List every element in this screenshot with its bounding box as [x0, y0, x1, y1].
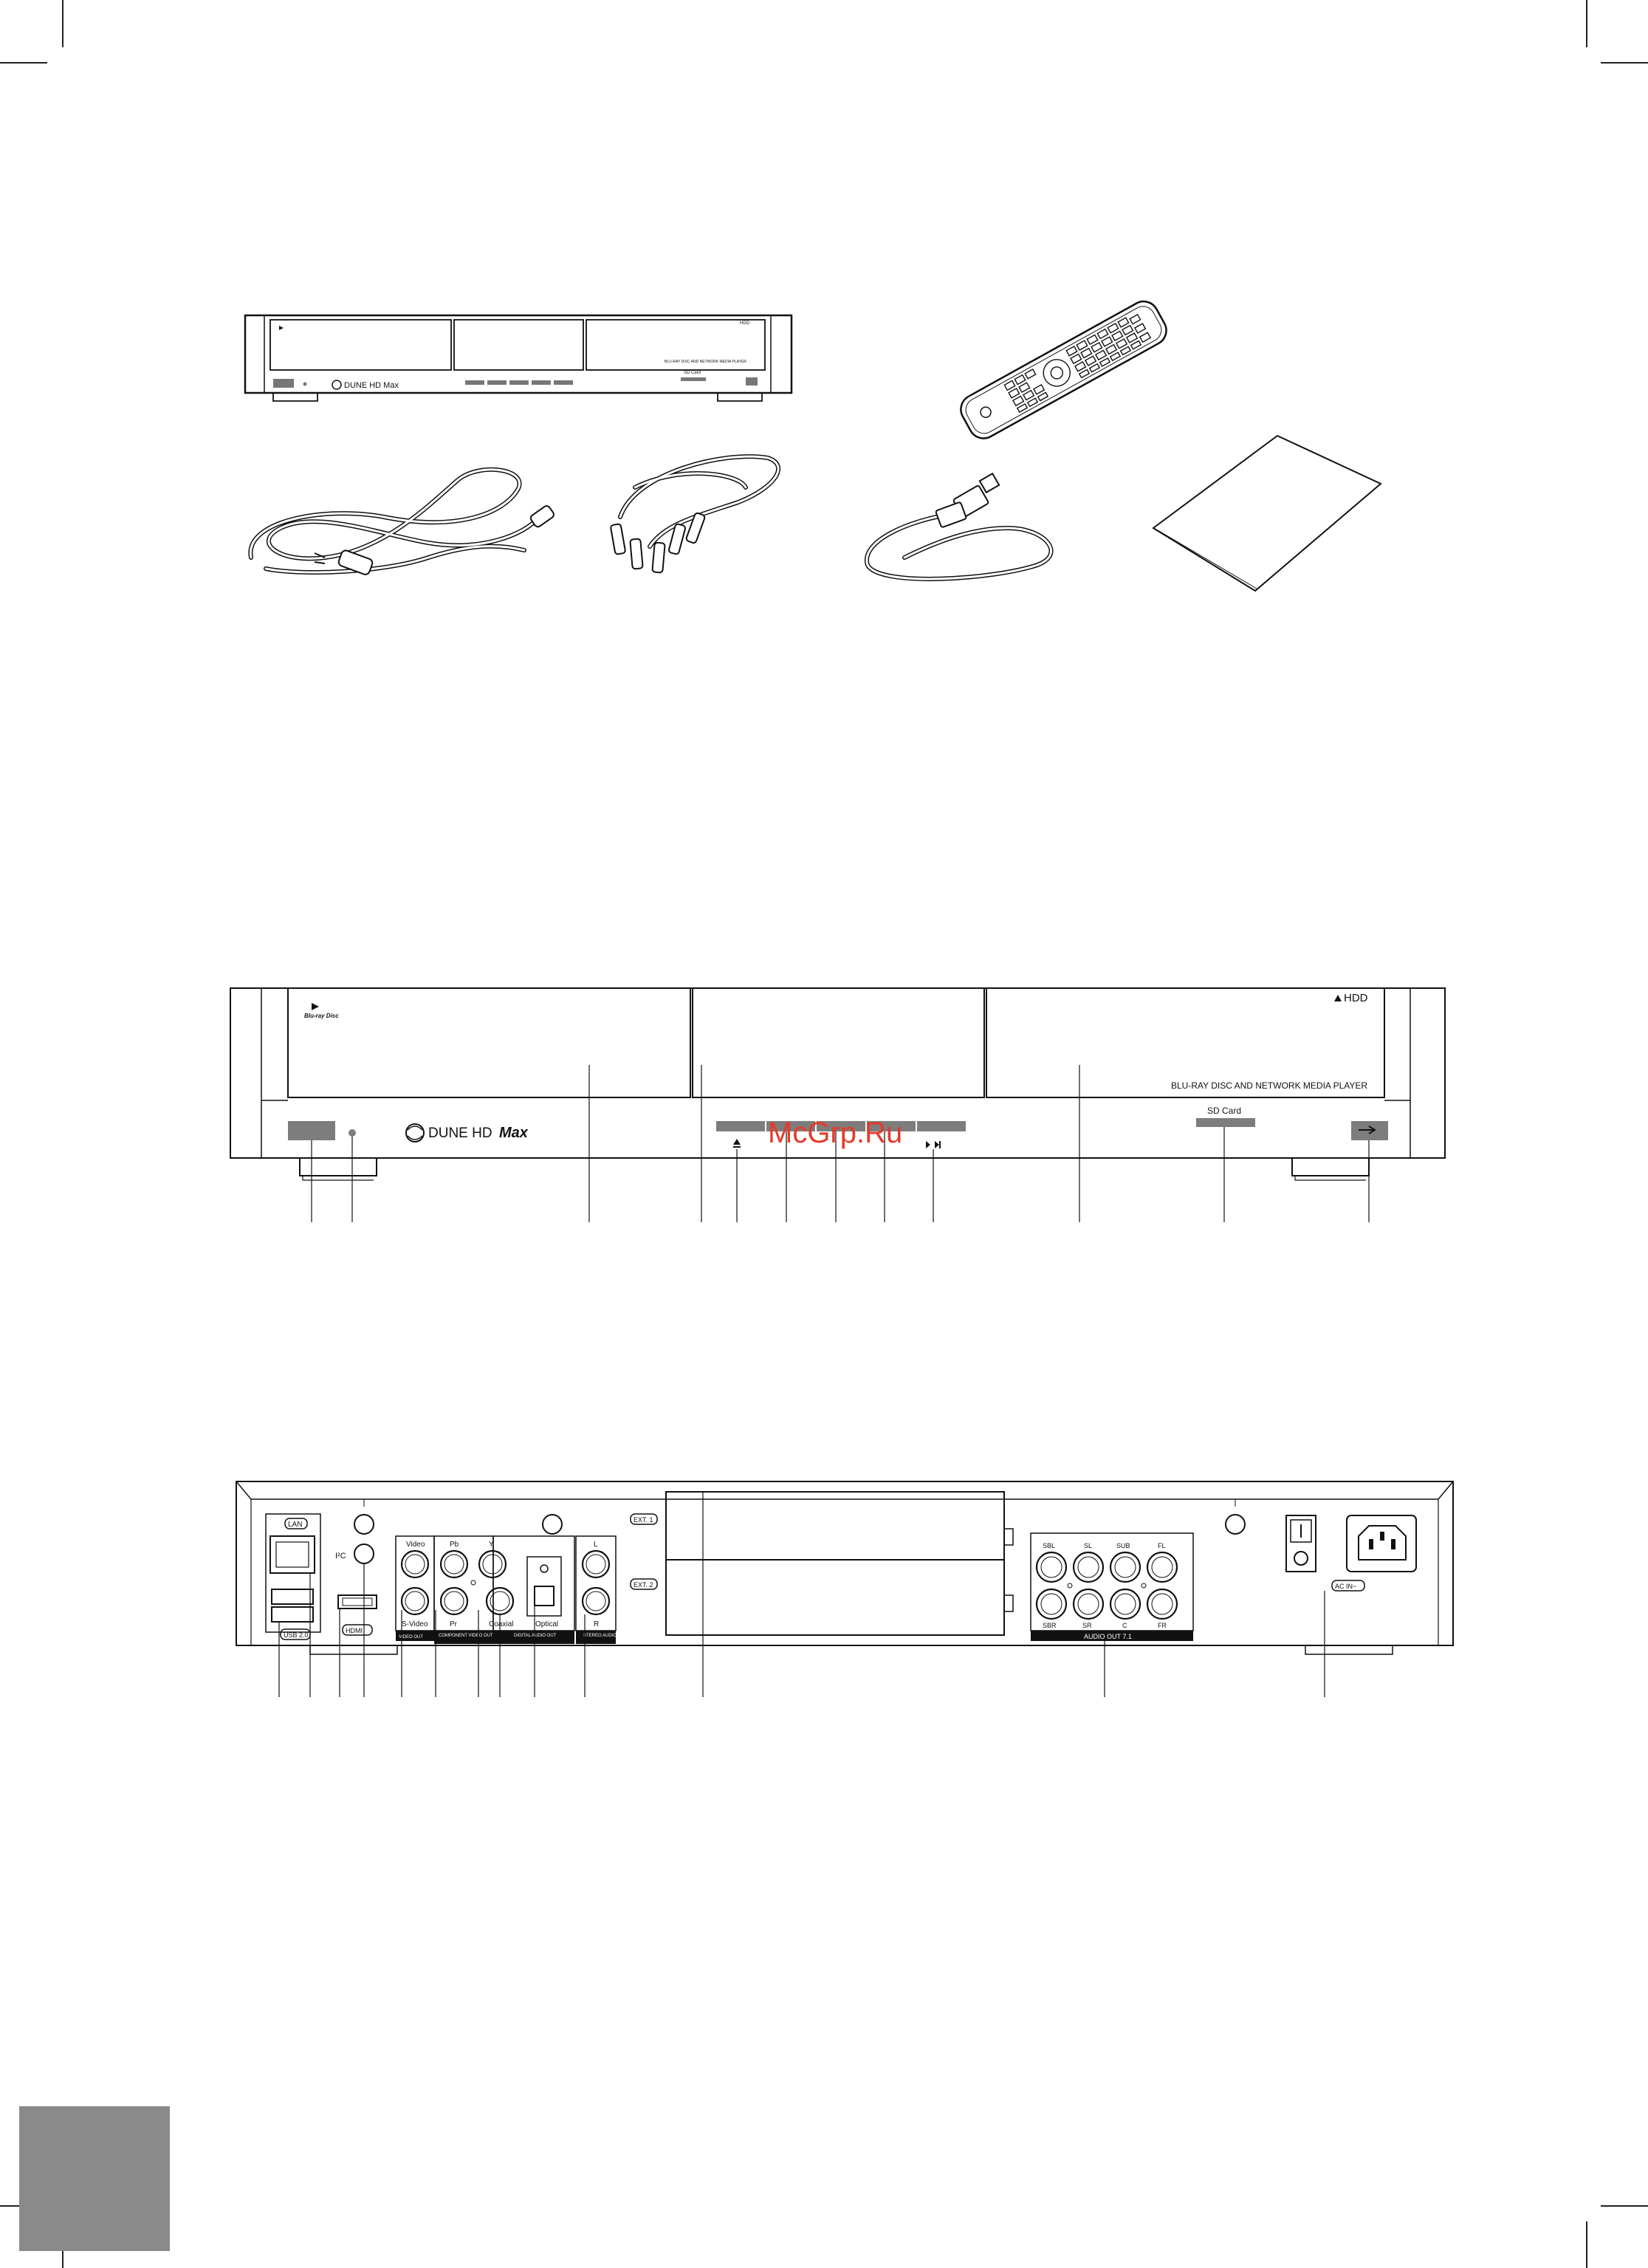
small-sd-card: SD Card	[684, 371, 701, 375]
digital-out-label: DIGITAL AUDIO OUT	[514, 1634, 557, 1638]
crop-mark-br-v	[1586, 2221, 1587, 2268]
av-cable-illustration	[591, 443, 790, 591]
crop-mark-br-h	[1601, 2205, 1648, 2207]
bluray-logo: Blu-ray Disc	[304, 1013, 339, 1019]
ext1-label: EXT. 1	[634, 1516, 653, 1524]
optical-label: Optical	[535, 1620, 559, 1628]
front-brand-max: Max	[499, 1125, 528, 1141]
sd-card-label: SD Card	[1207, 1106, 1242, 1116]
small-hdd: HDD	[740, 321, 749, 326]
fl-label: FL	[1158, 1542, 1166, 1549]
i2c-label: I²C	[335, 1552, 346, 1560]
sbl-label: SBL	[1043, 1542, 1056, 1549]
crop-mark-tr-v	[1586, 0, 1587, 47]
sl-label: SL	[1084, 1542, 1093, 1549]
hdmi-label: HDMI	[346, 1627, 363, 1634]
component-out-label: COMPONENT VIDEO OUT	[439, 1634, 493, 1638]
pb-label: Pb	[450, 1541, 459, 1549]
rear-panel-diagram	[235, 1477, 1460, 1699]
ext2-label: EXT. 2	[634, 1581, 653, 1589]
crop-mark-tl-h	[0, 62, 47, 64]
sub-label: SUB	[1116, 1542, 1130, 1549]
manual-booklet-illustration	[1152, 432, 1388, 595]
front-tagline: BLU-RAY DISC AND NETWORK MEDIA PLAYER	[1171, 1080, 1368, 1091]
c-label: C	[1122, 1622, 1127, 1629]
video-label: Video	[406, 1541, 425, 1549]
page-tab-box	[19, 2106, 170, 2251]
usb-label: USB 2.0	[284, 1631, 309, 1639]
remote-control-illustration	[938, 295, 1189, 443]
y-label: Y	[489, 1541, 494, 1549]
stereo-out-label: STEREO AUDIO OUT	[583, 1634, 628, 1638]
hdmi-cable-illustration	[845, 462, 1067, 587]
small-tagline: BLU-RAY DISC AND NETWORK MEDIA PLAYER	[665, 360, 746, 364]
audio-out-label: AUDIO OUT 7.1	[1084, 1633, 1132, 1640]
sbr-label: SBR	[1043, 1622, 1057, 1629]
player-small-illustration	[244, 314, 797, 432]
power-cable-illustration	[236, 447, 561, 587]
front-brand-dune: DUNE HD	[428, 1126, 492, 1141]
crop-mark-tl-v	[62, 0, 63, 47]
coaxial-label: Coaxial	[489, 1620, 514, 1628]
front-panel-diagram	[229, 982, 1455, 1226]
video-out-label: VIDEO OUT	[399, 1635, 424, 1640]
sr-label: SR	[1082, 1622, 1092, 1629]
hdd-label: HDD	[1344, 992, 1368, 1004]
small-brand: DUNE HD Max	[344, 381, 399, 390]
lan-label: LAN	[288, 1521, 303, 1529]
watermark: McGrp.Ru	[768, 1117, 903, 1149]
ac-in-label: AC IN~	[1335, 1583, 1357, 1590]
r-label: R	[594, 1620, 600, 1628]
pr-label: Pr	[450, 1620, 457, 1628]
fr-label: FR	[1158, 1622, 1167, 1629]
s-video-label: S-Video	[402, 1620, 428, 1628]
crop-mark-tr-h	[1601, 62, 1648, 64]
l-label: L	[594, 1541, 598, 1549]
